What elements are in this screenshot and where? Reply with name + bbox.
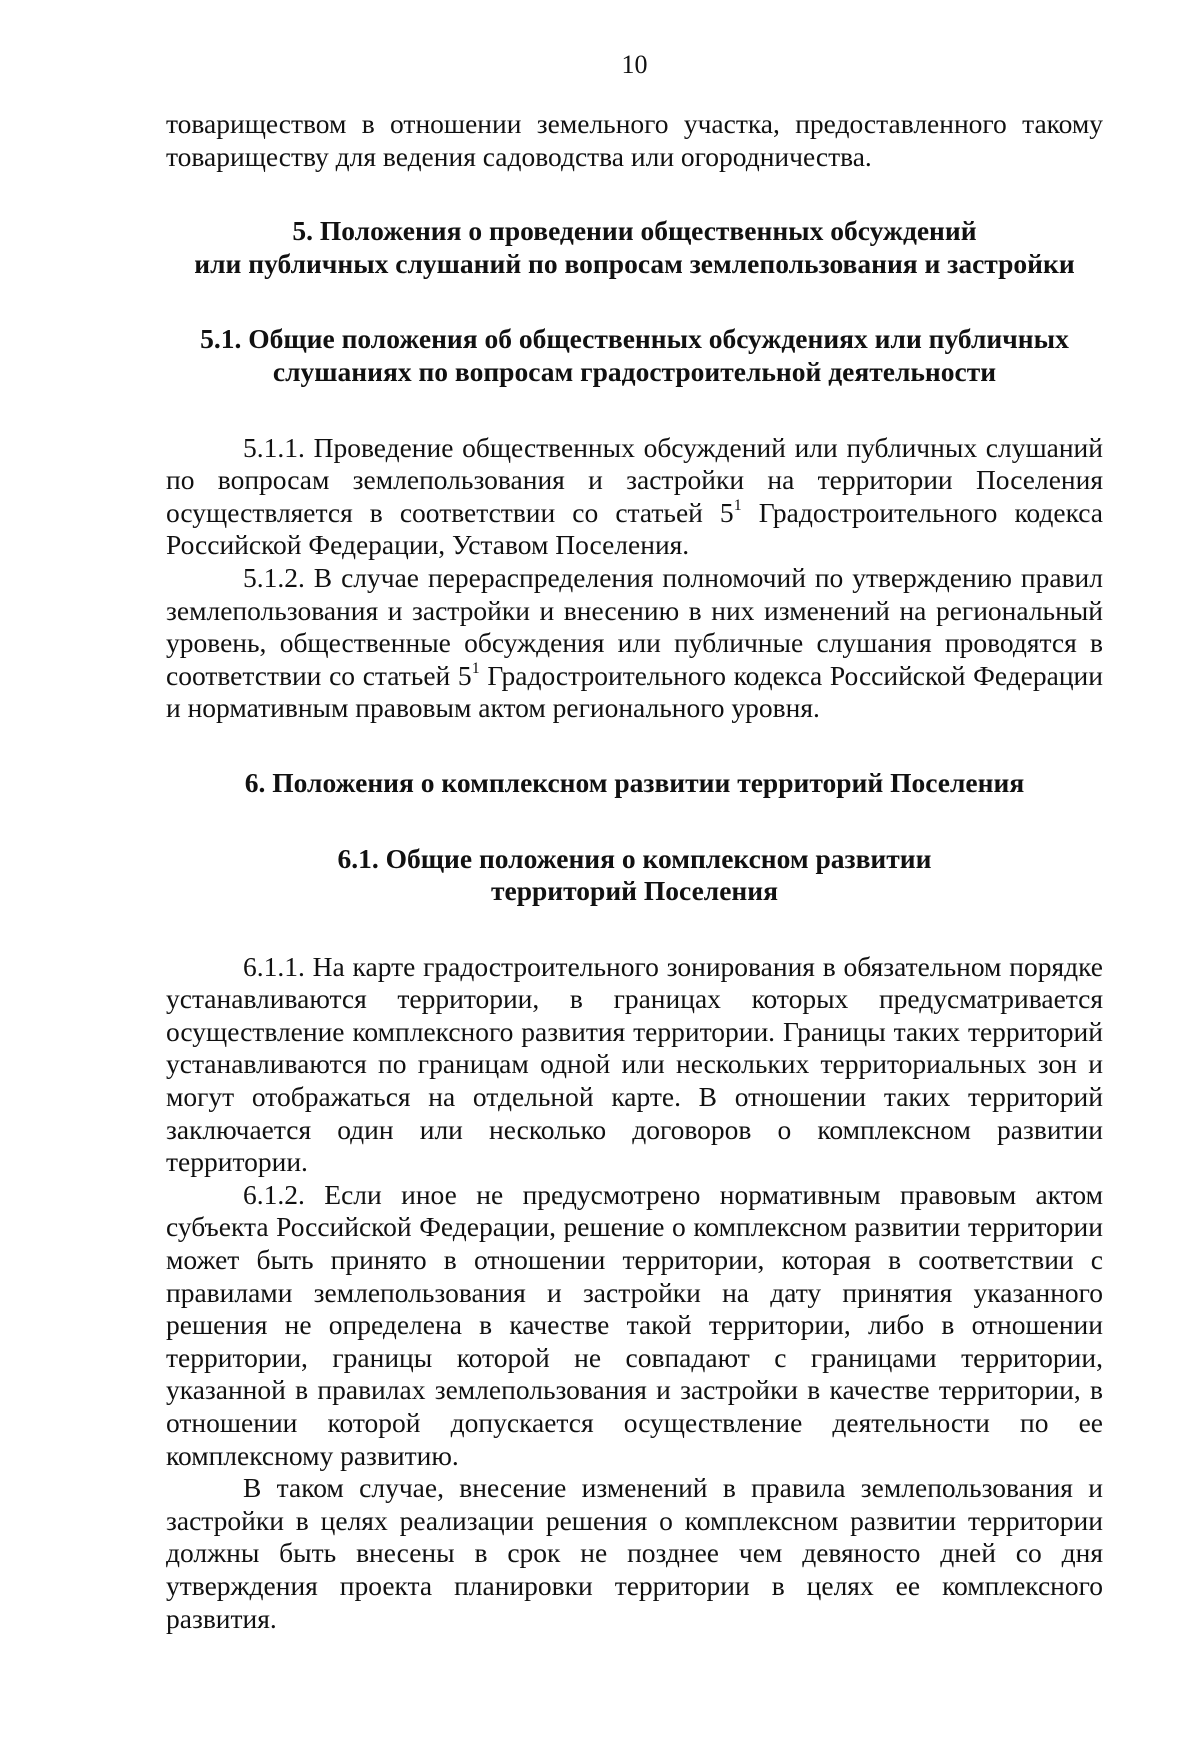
section-5-1-heading-line-2: слушаниях по вопросам градостроительной деятельности	[272, 355, 997, 387]
section-5-heading	[166, 215, 1103, 280]
page-number: 10	[621, 50, 648, 79]
section-6-1-heading-line-2: территорий Поселения	[491, 875, 778, 907]
paragraph-5-1-1-text-end: Градостроительного кодекса Российской Федерации, Уставом Поселения.	[166, 496, 1103, 561]
intro-paragraph: товариществом в отношении земельного участка, предоставленного такому товариществу для ведения садоводства или огородничества.	[166, 108, 1103, 172]
article-superscript: 1	[733, 496, 742, 514]
section-5-1-heading	[166, 323, 1103, 388]
section-5-heading-line-2: или публичных слушаний по вопросам землепользования и застройки	[194, 247, 1075, 279]
section-6-1-heading-line-1: 6.1. Общие положения о комплексном развитии	[337, 842, 932, 874]
paragraph-6-1-2: 6.1.2. Если иное не предусмотрено нормативным правовым актом субъекта Российской Федерации, решение о комплексном развитии территории может быть принято в отношении территории, которая в соответствии с правилами землепользования и застройки на дату принятия указанного решения не определена в качестве такой территории, либо в отношении территории, границы которой не совпадают с границами территории, указанной в правилах землепользования и застройки в качестве территории, в отношении которой допускается осуществление деятельности по ее комплексному развитию.	[166, 1178, 1103, 1471]
paragraph-5-1-2-text-end: Градостроительного кодекса Российской Федерации и нормативным правовым актом регионального уровня.	[166, 659, 1103, 724]
section-6-1-heading	[166, 843, 1103, 908]
paragraph-5-1-2-text: 5.1.2. В случае перераспределения полномочий по утверждению правил землепользования и застройки и внесению в них изменений на региональный уровень, общественные обсуждения или публичные слушания проводятся в соответствии со статьей 5	[166, 561, 1103, 691]
section-6-heading: 6. Положения о комплексном развитии территорий Поселения	[244, 766, 1025, 798]
paragraph-6-1-2-continuation: В таком случае, внесение изменений в правила землепользования и застройки в целях реализации решения о комплексном развитии территории должны быть внесены в срок не позднее чем девяносто дней со дня утверждения проекта планировки территории в целях ее комплексного развития.	[166, 1472, 1103, 1634]
section-5-heading-line-1: 5. Положения о проведении общественных обсуждений	[292, 215, 977, 247]
paragraph-5-1-2	[166, 562, 1103, 725]
section-5-1-heading-line-1: 5.1. Общие положения об общественных обсуждениях или публичных	[200, 323, 1069, 355]
paragraph-6-1-1: 6.1.1. На карте градостроительного зонирования в обязательном порядке устанавливаются территории, в границах которых предусматривается осуществление комплексного развития территории. Границы таких территорий устанавливаются по границам одной или нескольких территориальных зон и могут отображаться на отдельной карте. В отношении таких территорий заключается один или несколько договоров о комплексном развитии территории.	[166, 950, 1103, 1178]
paragraph-5-1-1-text: 5.1.1. Проведение общественных обсуждений или публичных слушаний по вопросам землепользования и застройки на территории Поселения осуществляется в соответствии со статьей 5	[166, 431, 1103, 528]
article-superscript: 1	[471, 659, 480, 677]
paragraph-5-1-1	[166, 432, 1103, 562]
